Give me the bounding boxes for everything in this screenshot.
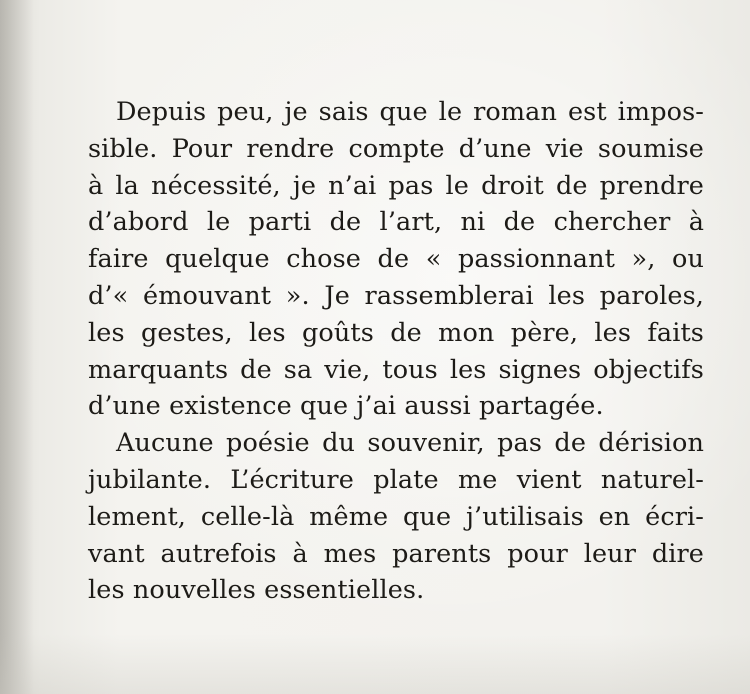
text-line: à la nécessité, je n’ai pas le droit de prendre — [88, 170, 704, 201]
text-line: d’une existence que j’ai aussi partagée. — [88, 391, 604, 422]
text-line: faire quelque chose de « passionnant », ou — [88, 244, 704, 275]
paragraph-1 — [88, 94, 704, 425]
body-text — [88, 94, 704, 609]
text-line: d’« émouvant ». Je rassemblerai les paroles, — [88, 280, 704, 311]
text-line: lement, celle-là même que j’utilisais en écri- — [88, 501, 704, 532]
text-line: Aucune poésie du souvenir, pas de dérision — [116, 428, 704, 459]
text-line: Depuis peu, je sais que le roman est impos- — [116, 97, 704, 127]
text-line: d’abord le parti de l’art, ni de chercher à — [88, 207, 704, 238]
text-line: marquants de sa vie, tous les signes objectifs — [88, 354, 704, 385]
text-line: les gestes, les goûts de mon père, les faits — [88, 317, 704, 348]
page-bottom-shade — [0, 634, 750, 694]
paragraph-2 — [88, 425, 704, 609]
text-line: sible. Pour rendre compte d’une vie soumise — [88, 133, 704, 164]
text-line: les nouvelles essentielles. — [88, 575, 425, 606]
page-edge-shadow — [0, 0, 34, 694]
text-line: vant autrefois à mes parents pour leur dire — [88, 538, 704, 569]
text-line: jubilante. L’écriture plate me vient naturel- — [88, 464, 704, 495]
